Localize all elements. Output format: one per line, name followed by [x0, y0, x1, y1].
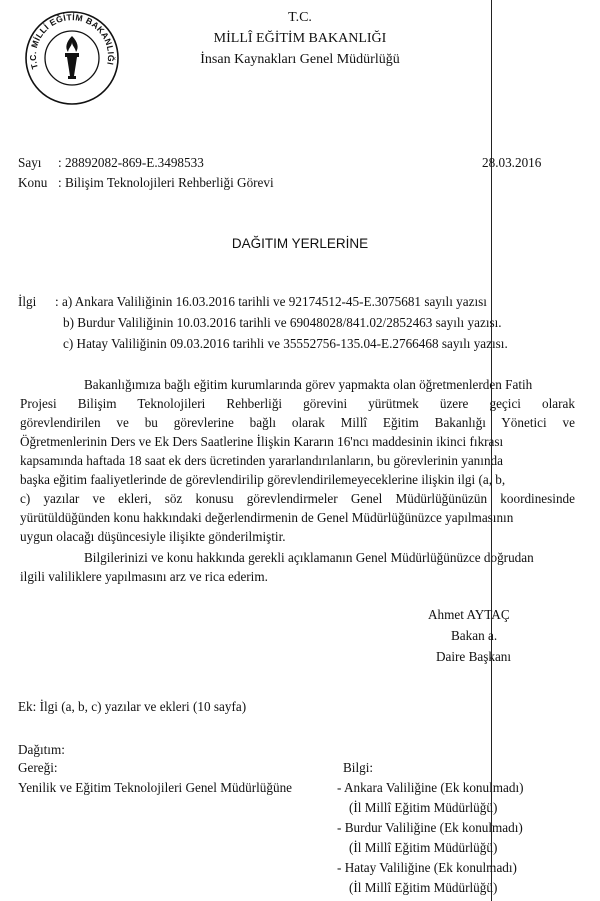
header-ministry: MİLLÎ EĞİTİM BAKANLIĞI — [213, 31, 387, 46]
attachment-note: Ek: İlgi (a, b, c) yazılar ve ekleri (10 sayfa) — [18, 699, 247, 714]
bilgi-recipient-sub: (İl Millî Eğitim Müdürlüğü) — [349, 800, 498, 815]
body-p1-line: Projesi Bilişim Teknolojileri Rehberliği görevini yürütmek üzere geçici olarak — [20, 396, 575, 411]
ilgi-label: İlgi — [18, 294, 37, 309]
bilgi-recipient: - Ankara Valiliğine (Ek konulmadı) — [337, 780, 524, 795]
signer-title: Bakan a. — [451, 628, 498, 643]
geregi-recipient: Yenilik ve Eğitim Teknolojileri Genel Müdürlüğüne — [18, 780, 293, 795]
body-p1-line: görevlendirilen ve bu görevlerine bağlı olarak Millî Eğitim Bakanlığı Yönetici ve — [20, 415, 575, 430]
header-department: İnsan Kaynakları Genel Müdürlüğü — [200, 52, 400, 67]
bilgi-recipient-sub: (İl Millî Eğitim Müdürlüğü) — [349, 880, 498, 895]
bilgi-recipient: - Burdur Valiliğine (Ek konulmadı) — [337, 820, 523, 835]
sayi-value: : 28892082-869-E.3498533 — [58, 155, 204, 170]
body-p1-line: kapsamında haftada 18 saat ek ders ücretinden yararlandırılanların, bu görevlerinin yanında — [20, 453, 503, 468]
ilgi-item-a: : a) Ankara Valiliğinin 16.03.2016 tarihli ve 92174512-45-E.3075681 sayılı yazısı — [55, 294, 487, 309]
body-p1-line: uygun olacağı düşüncesiyle ilişikte gönderilmiştir. — [20, 529, 286, 544]
distribution-heading: DAĞITIM YERLERİNE — [231, 236, 369, 251]
body-p1-line: Öğretmenlerinin Ders ve Ek Ders Saatlerine İlişkin Kararın 16'ncı maddesinin ikinci fıkrası — [20, 434, 504, 449]
bilgi-recipient-sub: (İl Millî Eğitim Müdürlüğü) — [349, 840, 498, 855]
signer-department: Daire Başkanı — [436, 649, 512, 664]
body-p1-line: başka eğitim faaliyetlerinde de görevlendirilip görevlendirilemeyeceklerine ilişkin ilgi (a, b, — [20, 472, 506, 487]
bilgi-label: Bilgi: — [343, 760, 374, 775]
geregi-label: Gereği: — [18, 760, 58, 775]
body-p1-line: Bakanlığımıza bağlı eğitim kurumlarında görev yapmakta olan öğretmenlerden Fatih — [84, 377, 533, 392]
ilgi-item-b: b) Burdur Valiliğinin 10.03.2016 tarihli ve 69048028/841.02/2852463 sayılı yazısı. — [63, 315, 502, 330]
seal-text: T.C. MİLLİ EĞİTİM BAKANLIĞI — [27, 12, 117, 71]
ilgi-item-c: c) Hatay Valiliğinin 09.03.2016 tarihli ve 35552756-135.04-E.2766468 sayılı yazısı. — [63, 336, 508, 351]
header-country: T.C. — [288, 10, 312, 25]
bilgi-recipient: - Hatay Valiliğine (Ek konulmadı) — [337, 860, 517, 875]
sayi-label: Sayı — [18, 155, 42, 170]
body-p1-line: yürütüldüğünden konu hakkındaki değerlendirmenin de Genel Müdürlüğünüzce yapılmasının — [20, 510, 514, 525]
body-p2-line: ilgili valiliklere yapılmasını arz ve rica ederim. — [20, 569, 268, 584]
konu-value: : Bilişim Teknolojileri Rehberliği Görevi — [58, 175, 274, 190]
ministry-seal-icon — [22, 6, 122, 106]
body-p1-line: c) yazılar ve ekleri, söz konusu görevlendirmeler Genel Müdürlüğünüzün koordinesinde — [20, 491, 575, 506]
konu-label: Konu — [18, 175, 48, 190]
document-date: 28.03.2016 — [482, 155, 542, 170]
signer-name: Ahmet AYTAÇ — [428, 607, 510, 622]
body-p2-line: Bilgilerinizi ve konu hakkında gerekli açıklamanın Genel Müdürlüğünüzce doğrudan — [84, 550, 534, 565]
distribution-label: Dağıtım: — [18, 742, 65, 757]
